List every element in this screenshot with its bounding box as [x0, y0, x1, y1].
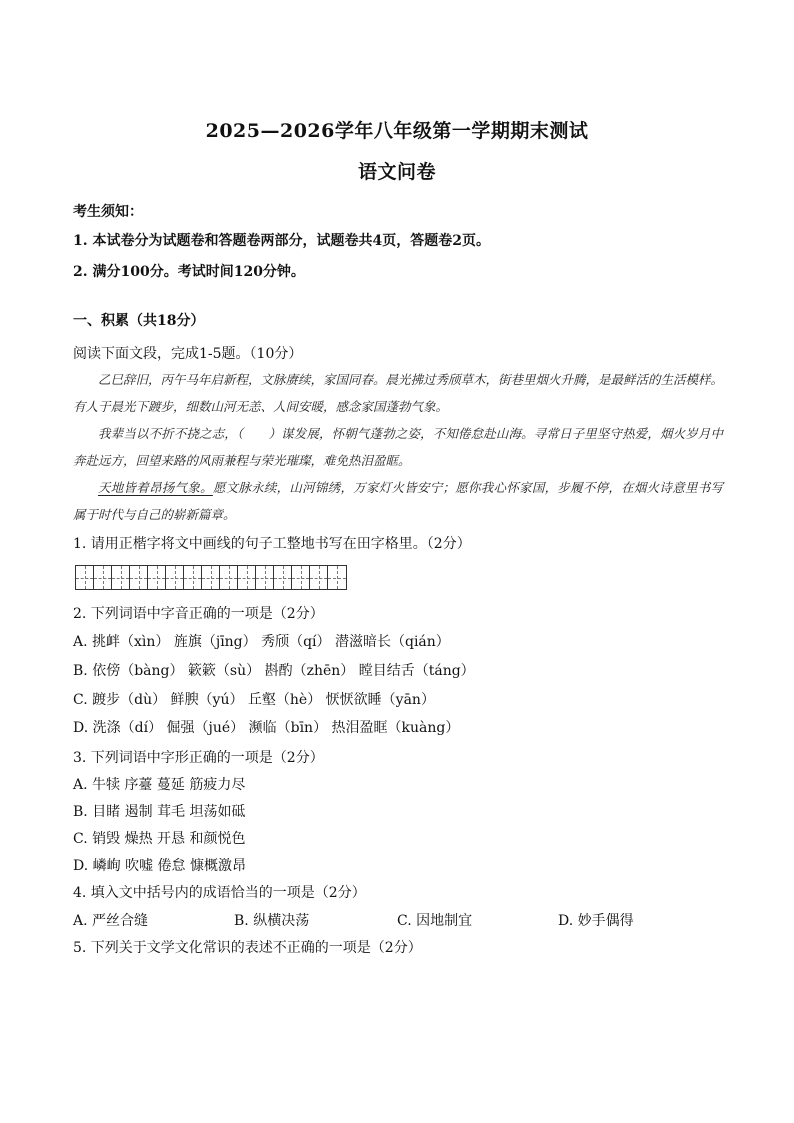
- grid-cell[interactable]: [130, 566, 148, 589]
- question-1: 1. 请用正楷字将文中画线的句子工整地书写在田字格里。（2分）: [73, 536, 471, 552]
- notice-item-2: 2. 满分100分。考试时间120分钟。: [73, 264, 305, 280]
- grid-cell[interactable]: [148, 566, 166, 589]
- grid-cell[interactable]: [112, 566, 130, 589]
- reading-passage: [73, 366, 723, 528]
- section-heading: 一、积累（共18分）: [73, 313, 205, 329]
- exam-subtitle: 语文问卷: [357, 161, 436, 183]
- passage-intro: 阅读下面文段，完成1-5题。（10分）: [73, 346, 303, 362]
- grid-cell[interactable]: [76, 566, 94, 589]
- question-4-option-a[interactable]: A. 严丝合缝: [73, 913, 149, 929]
- question-4-option-b[interactable]: B. 纵横决荡: [234, 913, 310, 929]
- grid-cell[interactable]: [310, 566, 328, 589]
- notice-item-1: 1. 本试卷分为试题卷和答题卷两部分，试题卷共4页，答题卷2页。: [73, 233, 490, 249]
- question-3-option-b[interactable]: B. 目睹 遏制 茸毛 坦荡如砥: [73, 804, 246, 820]
- grid-cell[interactable]: [256, 566, 274, 589]
- question-3-option-d[interactable]: D. 嶙峋 吹嘘 倦怠 慷概激昂: [73, 858, 246, 874]
- question-3-option-a[interactable]: A. 牛犊 序薹 蔓延 筋疲力尽: [73, 777, 246, 793]
- underlined-sentence: 天地皆着昂扬气象。: [98, 480, 213, 495]
- question-3-stem: 3. 下列词语中字形正确的一项是（2分）: [73, 750, 324, 766]
- question-3-option-c[interactable]: C. 销毁 燥热 开恳 和颜悦色: [73, 831, 246, 847]
- grid-cell[interactable]: [202, 566, 220, 589]
- question-4-stem: 4. 填入文中括号内的成语恰当的一项是（2分）: [73, 885, 366, 901]
- notice-heading: 考生须知：: [73, 204, 143, 220]
- question-2-stem: 2. 下列词语中字音正确的一项是（2分）: [73, 606, 324, 622]
- grid-cell[interactable]: [328, 566, 346, 589]
- grid-cell[interactable]: [274, 566, 292, 589]
- question-4-option-d[interactable]: D. 妙手偶得: [558, 913, 634, 929]
- question-4-options: [73, 910, 733, 930]
- grid-cell[interactable]: [292, 566, 310, 589]
- question-2-option-d[interactable]: D. 洗涤（dí） 倔强（jué） 濒临（bīn） 热泪盈眶（kuàng）: [73, 720, 460, 736]
- grid-cell[interactable]: [184, 566, 202, 589]
- grid-cell[interactable]: [220, 566, 238, 589]
- question-2-option-b[interactable]: B. 依傍（bàng） 簌簌（sù） 斟酌（zhēn） 瞠目结舌（táng）: [73, 663, 475, 679]
- tianzige-grid[interactable]: [75, 565, 347, 590]
- grid-cell[interactable]: [94, 566, 112, 589]
- question-2-option-c[interactable]: C. 踱步（dù） 鲜腴（yú） 丘壑（hè） 恹恹欲睡（yān）: [73, 692, 435, 708]
- grid-cell[interactable]: [166, 566, 184, 589]
- passage-paragraph-1: 乙巳辞旧，丙午马年启新程，文脉赓续，家国同春。晨光拂过秀颀草木，街巷里烟火升腾，是最鲜活的生活模样。有人于晨光下踱步，细数山河无恙、人间安暖，感念家国蓬勃气象。: [73, 372, 724, 414]
- question-5-stem: 5. 下列关于文学文化常识的表述不正确的一项是（2分）: [73, 940, 422, 956]
- question-4-option-c[interactable]: C. 因地制宜: [397, 913, 473, 929]
- passage-paragraph-3: [73, 474, 723, 528]
- question-2-option-a[interactable]: A. 挑衅（xìn） 旌旗（jīng） 秀颀（qí） 潜滋暗长（qián）: [73, 634, 450, 650]
- passage-paragraph-3-rest: 愿文脉永续，山河锦绣，万家灯火皆安宁；愿你我心怀家国，步履不停，在烟火诗意里书写属于时代与自己的崭新篇章。: [73, 480, 723, 522]
- passage-paragraph-2: 我辈当以不折不挠之志，（ ）谋发展，怀朝气蓬勃之姿，不知倦怠赴山海。寻常日子里坚守热爱，烟火岁月中奔赴远方，回望来路的风雨兼程与荣光璀璨，难免热泪盈眶。: [73, 426, 723, 468]
- grid-cell[interactable]: [238, 566, 256, 589]
- exam-title: 2025—2026学年八年级第一学期期末测试: [205, 120, 589, 142]
